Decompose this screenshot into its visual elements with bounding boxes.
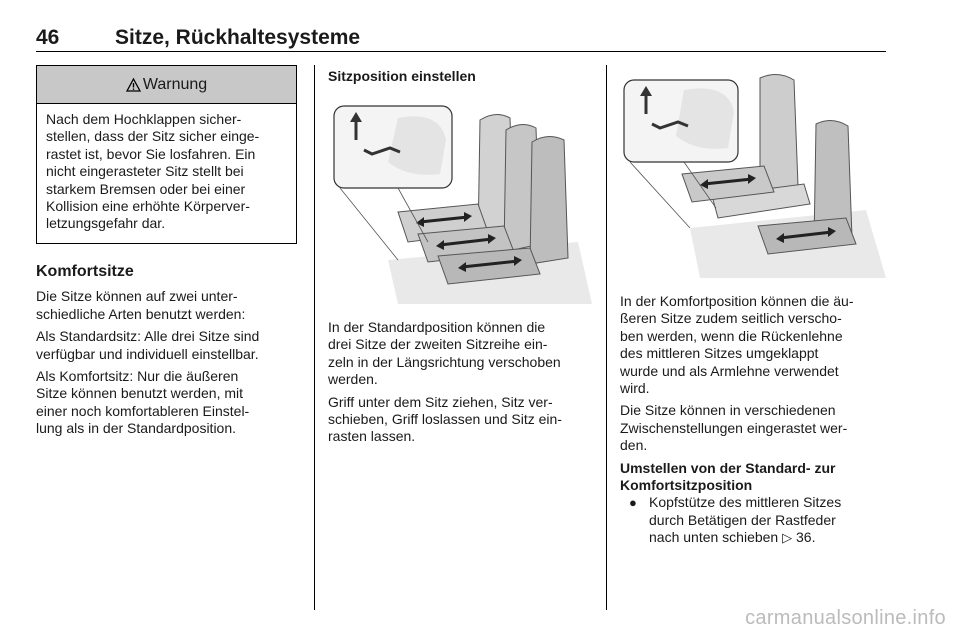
warning-line: Kollision eine erhöhte Körperver-	[46, 198, 250, 215]
paragraph	[328, 319, 596, 389]
warning-header	[37, 66, 296, 104]
text-line: schieben, Griff loslassen und Sitz ein-	[328, 411, 562, 428]
column-divider-1	[314, 65, 315, 610]
text-line: Die Sitze können in verschiedenen	[620, 402, 836, 419]
warning-line: nicht eingerasteter Sitz stellt bei	[46, 163, 244, 180]
text-line: verfügbar und individuell einstellbar.	[36, 345, 259, 362]
chapter-title: Sitze, Rückhaltesysteme	[115, 26, 361, 49]
text-line: durch Betätigen der Rastfeder	[649, 511, 836, 528]
text-line: wurde und als Armlehne verwendet	[620, 362, 839, 379]
text-line: Umstellen von der Standard- zur	[620, 459, 836, 476]
section-heading: Komfortsitze	[36, 263, 134, 280]
bullet-text	[649, 494, 841, 546]
warning-line: stellen, dass der Sitz sicher einge-	[46, 128, 260, 145]
text-line: ben werden, wenn die Rückenlehne	[620, 327, 843, 344]
text-line: wird.	[620, 380, 650, 397]
seat-position-text	[328, 319, 596, 451]
text-line: lung als in der Standardposition.	[36, 420, 237, 437]
page-reference-icon: ▷	[782, 530, 793, 546]
text-line: In der Standardposition können die	[328, 319, 546, 335]
text-line: werden.	[328, 371, 378, 388]
bullet-item	[620, 494, 890, 546]
comfort-position-text	[620, 293, 890, 547]
subsection-heading: Sitzposition einstellen	[328, 68, 476, 84]
text-line: Sitze können benutzt werden, mit	[36, 385, 244, 402]
text-line: ßeren Sitze zudem seitlich verscho-	[620, 310, 842, 327]
page-number: 46	[36, 26, 60, 49]
text-line: zeln in der Längsrichtung verschoben	[328, 353, 561, 370]
warning-text	[37, 104, 296, 233]
paragraph	[36, 288, 301, 323]
page-reference-link[interactable]: 36.	[796, 529, 816, 546]
text-line: Zwischenstellungen eingerastet wer-	[620, 419, 848, 436]
warning-line: starkem Bremsen oder bei einer	[46, 180, 246, 197]
text-line: rasten lassen.	[328, 428, 416, 445]
text-line: Die Sitze können auf zwei unter-	[36, 288, 238, 305]
comfort-seats-section	[36, 263, 301, 443]
warning-line: Nach dem Hochklappen sicher-	[46, 111, 242, 127]
bullet-icon: ●	[629, 495, 637, 511]
text-line: Komfortsitzposition	[620, 477, 753, 494]
text-line: In der Komfortposition können die äu-	[620, 293, 854, 309]
text-line: des mittleren Sitzes umgeklappt	[620, 345, 819, 362]
text-line: drei Sitze der zweiten Sitzreihe ein-	[328, 336, 548, 353]
text-line: Griff unter dem Sitz ziehen, Sitz ver-	[328, 393, 553, 410]
warning-box	[36, 65, 297, 244]
warning-triangle-icon	[126, 78, 141, 92]
watermark: carmanualsonline.info	[745, 607, 946, 629]
text-line: einer noch komfortableren Einstel-	[36, 402, 250, 419]
warning-line: letzungsgefahr dar.	[46, 215, 166, 232]
procedure-heading	[620, 460, 890, 495]
text-line: den.	[620, 437, 648, 454]
comfort-position-illustration	[620, 68, 886, 278]
text-line: nach unten schieben	[649, 529, 783, 546]
paragraph	[36, 368, 301, 438]
paragraph	[328, 394, 596, 446]
warning-title: Warnung	[142, 75, 208, 93]
paragraph	[36, 328, 301, 363]
text-line: Als Komfortsitz: Nur die äußeren	[36, 368, 239, 385]
text-line: Kopfstütze des mittleren Sitzes	[649, 494, 842, 511]
paragraph	[620, 402, 890, 454]
text-line: schiedliche Arten benutzt werden:	[36, 305, 246, 322]
text-line: Als Standardsitz: Alle drei Sitze sind	[36, 328, 260, 345]
column-divider-2	[606, 65, 607, 610]
warning-line: rastet ist, bevor Sie losfahren. Ein	[46, 145, 256, 162]
paragraph	[620, 293, 890, 397]
header-rule	[36, 51, 886, 52]
seat-adjust-illustration	[328, 92, 592, 304]
page-header	[36, 26, 886, 52]
